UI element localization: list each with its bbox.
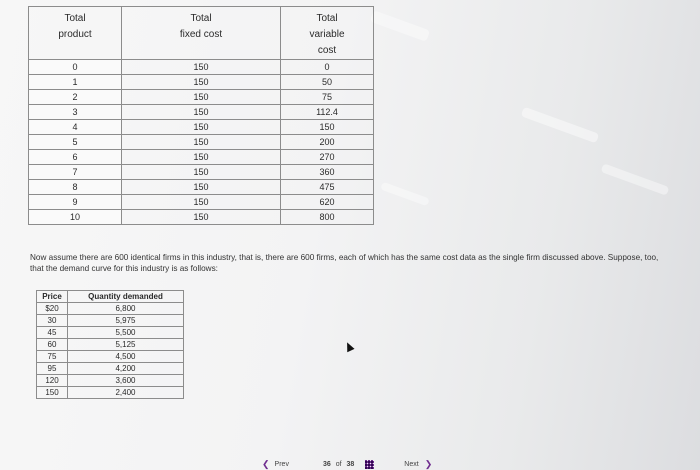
header-label: Total — [316, 13, 338, 24]
instruction-text: Now assume there are 600 identical firms in this industry, that is, there are 600 firms, each of which has the same cost data as the single firm discussed above. Suppose, too, that the demand curve for this industry is as follows: — [30, 253, 659, 273]
cost-table — [28, 6, 374, 225]
header-label: cost — [317, 45, 337, 56]
header-total-product — [29, 7, 122, 60]
table-row — [37, 315, 184, 327]
cell-quantity: 5,125 — [68, 339, 184, 351]
cell-variable-cost: 50 — [281, 75, 374, 90]
cell-price: 30 — [37, 315, 68, 327]
next-label: Next — [404, 460, 419, 468]
table-row — [29, 195, 374, 210]
table-row — [29, 105, 374, 120]
cell-price: $20 — [37, 303, 68, 315]
mouse-cursor-icon — [343, 341, 354, 353]
table-row — [29, 210, 374, 225]
grid-icon[interactable] — [365, 460, 374, 469]
cell-variable-cost: 360 — [281, 165, 374, 180]
cell-product: 4 — [29, 120, 122, 135]
cell-fixed-cost: 150 — [122, 90, 281, 105]
cell-variable-cost: 800 — [281, 210, 374, 225]
of-label: of — [335, 460, 342, 468]
cell-product: 7 — [29, 165, 122, 180]
table-row — [37, 303, 184, 315]
cell-quantity: 3,600 — [68, 375, 184, 387]
table-row — [37, 375, 184, 387]
header-label: Total — [190, 13, 212, 24]
next-button[interactable] — [404, 459, 432, 470]
cell-product: 6 — [29, 150, 122, 165]
cell-quantity: 4,500 — [68, 351, 184, 363]
cell-fixed-cost: 150 — [122, 60, 281, 75]
cell-fixed-cost: 150 — [122, 180, 281, 195]
table-row — [29, 165, 374, 180]
cell-fixed-cost: 150 — [122, 195, 281, 210]
cell-quantity: 5,975 — [68, 315, 184, 327]
table-row — [29, 150, 374, 165]
cell-product: 8 — [29, 180, 122, 195]
header-label: product — [58, 29, 92, 40]
header-label: Total — [64, 13, 86, 24]
cell-quantity: 2,400 — [68, 387, 184, 399]
table-row — [29, 75, 374, 90]
cell-price: 120 — [37, 375, 68, 387]
demand-table-header-row — [37, 291, 184, 303]
pagination-bar — [262, 458, 432, 470]
current-page: 36 — [322, 460, 331, 468]
cell-fixed-cost: 150 — [122, 105, 281, 120]
cost-table-header-row — [29, 7, 374, 60]
page-counter — [323, 461, 357, 468]
table-row — [29, 135, 374, 150]
header-label: variable — [309, 29, 345, 40]
table-row — [29, 180, 374, 195]
cell-fixed-cost: 150 — [122, 135, 281, 150]
screen-glare — [380, 182, 430, 207]
cell-quantity: 6,800 — [68, 303, 184, 315]
header-total-variable-cost — [281, 7, 374, 60]
screen-glare — [370, 10, 430, 42]
cell-product: 9 — [29, 195, 122, 210]
table-row — [37, 363, 184, 375]
prev-label: Prev — [274, 460, 289, 468]
header-price: Price — [37, 291, 68, 303]
cell-variable-cost: 0 — [281, 60, 374, 75]
cell-fixed-cost: 150 — [122, 120, 281, 135]
cell-product: 10 — [29, 210, 122, 225]
cell-price: 45 — [37, 327, 68, 339]
cell-variable-cost: 112.4 — [281, 105, 374, 120]
header-total-fixed-cost — [122, 7, 281, 60]
cell-price: 60 — [37, 339, 68, 351]
table-row — [29, 90, 374, 105]
cell-price: 75 — [37, 351, 68, 363]
cell-price: 150 — [37, 387, 68, 399]
cell-product: 0 — [29, 60, 122, 75]
table-row — [29, 60, 374, 75]
cell-product: 1 — [29, 75, 122, 90]
table-row — [37, 351, 184, 363]
cell-variable-cost: 475 — [281, 180, 374, 195]
cell-fixed-cost: 150 — [122, 210, 281, 225]
total-pages: 38 — [346, 460, 355, 468]
chevron-left-icon: ❮ — [262, 458, 270, 469]
cell-fixed-cost: 150 — [122, 75, 281, 90]
table-row — [37, 339, 184, 351]
cell-fixed-cost: 150 — [122, 150, 281, 165]
cell-quantity: 4,200 — [68, 363, 184, 375]
cell-variable-cost: 620 — [281, 195, 374, 210]
chevron-right-icon: ❯ — [424, 458, 433, 469]
cell-product: 3 — [29, 105, 122, 120]
cell-price: 95 — [37, 363, 68, 375]
header-label: fixed cost — [179, 29, 223, 40]
prev-button[interactable] — [262, 459, 289, 470]
table-row — [37, 387, 184, 399]
table-row — [37, 327, 184, 339]
cell-variable-cost: 150 — [281, 120, 374, 135]
header-quantity-demanded: Quantity demanded — [68, 291, 184, 303]
cell-variable-cost: 270 — [281, 150, 374, 165]
cell-variable-cost: 75 — [281, 90, 374, 105]
screen-glare — [601, 163, 670, 195]
cell-quantity: 5,500 — [68, 327, 184, 339]
screen-glare — [521, 107, 600, 144]
cell-product: 2 — [29, 90, 122, 105]
demand-table — [36, 290, 184, 399]
cell-variable-cost: 200 — [281, 135, 374, 150]
cell-product: 5 — [29, 135, 122, 150]
table-row — [29, 120, 374, 135]
cell-fixed-cost: 150 — [122, 165, 281, 180]
